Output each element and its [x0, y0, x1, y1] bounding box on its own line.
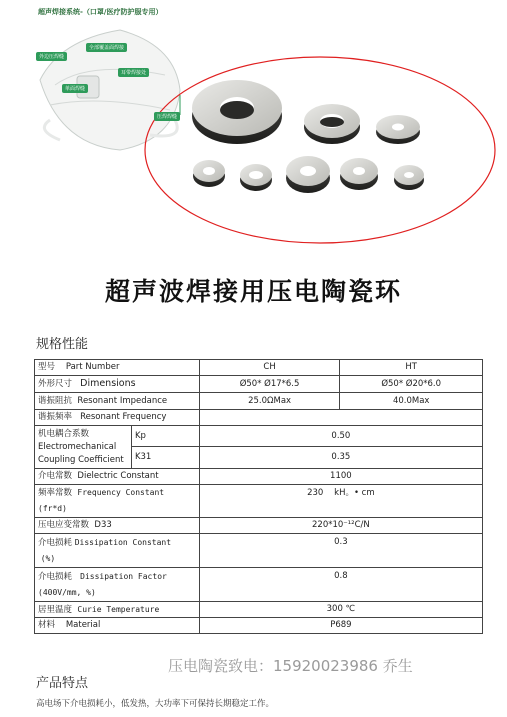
table-cell: 机电耦合系数 Electromechanical Coupling Coefficient	[35, 426, 132, 469]
table-cell: 0.50	[199, 426, 482, 447]
features-text: 高电场下介电损耗小，低发热，大功率下可保持长期稳定工作。	[36, 699, 275, 709]
table-row	[35, 518, 483, 534]
table-cell: 0.35	[199, 447, 482, 469]
table-cell: 300 ℃	[199, 602, 482, 618]
table-cell: 220*10⁻¹²C/N	[199, 518, 482, 534]
table-row	[35, 360, 483, 376]
features-heading: 产品特点	[36, 676, 89, 691]
table-cell: 0.3	[199, 534, 482, 568]
table-cell: 居里温度 Curie Temperature	[35, 602, 200, 618]
page-title: 超声波焊接用压电陶瓷环	[104, 277, 402, 306]
table-cell: 介电损耗 Dissipation Factor (400V/mm, %)	[35, 568, 200, 602]
table-cell: Kp	[131, 426, 199, 447]
ceramic-rings	[192, 80, 424, 193]
table-cell: 25.0ΩMax	[199, 393, 340, 410]
table-cell: 谐振阻抗 Resonant Impedance	[35, 393, 200, 410]
table-row	[35, 426, 483, 447]
table-cell: 介电常数 Dielectric Constant	[35, 469, 200, 485]
product-illustration	[0, 0, 507, 245]
table-cell: 谐振频率 Resonant Frequency	[35, 410, 200, 426]
table-row	[35, 376, 483, 393]
table-cell: P689	[199, 618, 482, 634]
table-cell: 材料 Material	[35, 618, 200, 634]
table-row	[35, 618, 483, 634]
hero-image	[0, 0, 507, 245]
spec-heading: 规格性能	[36, 337, 89, 352]
hero-caption: 超声焊接系统-（口罩/医疗防护服专用）	[38, 8, 163, 16]
table-cell: K31	[131, 447, 199, 469]
table-row	[35, 568, 483, 602]
table-cell: 介电损耗 Dissipation Constant (%)	[35, 534, 200, 568]
table-cell: 40.0Max	[340, 393, 483, 410]
table-cell	[199, 410, 482, 426]
table-row	[35, 393, 483, 410]
mask-label: 全部覆盖面焊接	[86, 43, 127, 52]
table-row	[35, 469, 483, 485]
table-cell: 230 kH。• cm	[199, 485, 482, 518]
table-cell: CH	[199, 360, 340, 376]
contact-watermark: 压电陶瓷致电：15920023986 乔生	[168, 657, 413, 675]
table-cell: HT	[340, 360, 483, 376]
table-row	[35, 534, 483, 568]
table-cell: 1100	[199, 469, 482, 485]
table-cell: 型号 Part Number	[35, 360, 200, 376]
mask-label: 单面焊缝	[62, 84, 88, 93]
table-row	[35, 602, 483, 618]
highlight-ellipse	[145, 57, 495, 243]
table-cell: Ø50* Ø17*6.5	[199, 376, 340, 393]
mask-label: 压焊焊缝	[154, 112, 180, 121]
table-cell: 压电应变常数 D33	[35, 518, 200, 534]
table-cell: 频率常数 Frequency Constant (fr*d)	[35, 485, 200, 518]
table-cell: 0.8	[199, 568, 482, 602]
table-cell: 外形尺寸 Dimensions	[35, 376, 200, 393]
spec-table	[34, 359, 483, 634]
mask-label: 耳带焊接处	[118, 68, 149, 77]
table-row	[35, 485, 483, 518]
table-row	[35, 410, 483, 426]
table-cell: Ø50* Ø20*6.0	[340, 376, 483, 393]
mask-label: 外边压焊缝	[36, 52, 67, 61]
